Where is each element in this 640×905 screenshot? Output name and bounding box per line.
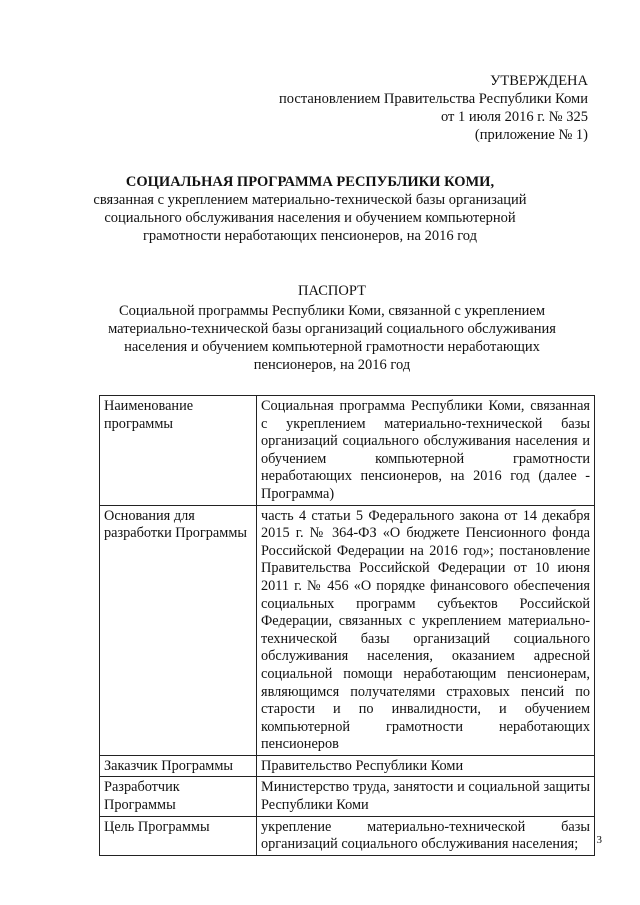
- program-title: СОЦИАЛЬНАЯ ПРОГРАММА РЕСПУБЛИКИ КОМИ,: [125, 174, 495, 190]
- row-value: Министерство труда, занятости и социальной защиты Республики Коми: [257, 777, 595, 816]
- row-value: укрепление материально-технической базы организаций социального обслуживания населения;: [257, 816, 595, 855]
- table-row: [100, 505, 595, 755]
- approval-date: от 1 июля 2016 г. № 325: [440, 109, 588, 125]
- approval-stamp: [279, 72, 588, 144]
- table-row: [100, 396, 595, 506]
- row-label: Цель Программы: [100, 816, 257, 855]
- table-row: [100, 755, 595, 777]
- table-row: [100, 777, 595, 816]
- passport-header: [92, 282, 572, 374]
- passport-heading: ПАСПОРТ: [298, 283, 366, 299]
- program-title-block: [90, 173, 530, 245]
- row-label: Наименование программы: [100, 396, 257, 506]
- approval-appendix: (приложение № 1): [474, 127, 588, 143]
- approval-decree: постановлением Правительства Республики Коми: [279, 91, 588, 107]
- row-label: Разработчик Программы: [100, 777, 257, 816]
- row-label: Основания для разработки Программы: [100, 505, 257, 755]
- row-value: Правительство Республики Коми: [257, 755, 595, 777]
- approval-title: УТВЕРЖДЕНА: [490, 73, 588, 89]
- passport-subheading: Социальной программы Республики Коми, связанной с укреплением материально-технической базы организаций социального обслуживания населения и обучением компьютерной грамотности неработающих пенсионеров, на 2016 год: [108, 303, 556, 373]
- table-row: [100, 816, 595, 855]
- program-subtitle: связанная с укреплением материально-технической базы организаций социального обслуживания населения и обучением компьютерной грамотности неработающих пенсионеров, на 2016 год: [93, 192, 527, 244]
- row-value: часть 4 статьи 5 Федерального закона от 14 декабря 2015 г. № 364-ФЗ «О бюджете Пенсионного фонда Российской Федерации на 2016 год»; постановление Правительства Российской Федерации от 10 июня 2011 г. № 456 «О порядке финансового обеспечения социальных программ субъектов Российской Федерации, связанных с укреплением материально-технической базы организаций социального обслуживания населения, оказанием адресной социальной помощи неработающим пенсионерам, являющимся получателями страховых пенсий по старости и по инвалидности, и обучением компьютерной грамотности неработающих пенсионеров: [257, 505, 595, 755]
- row-label: Заказчик Программы: [100, 755, 257, 777]
- page-number: 3: [596, 834, 602, 846]
- row-value: Социальная программа Республики Коми, связанная с укреплением материально-технической базы организаций социального обслуживания населения и обучением компьютерной грамотности неработающих пенсионеров, на 2016 год (далее - Программа): [257, 396, 595, 506]
- passport-table: [99, 395, 595, 856]
